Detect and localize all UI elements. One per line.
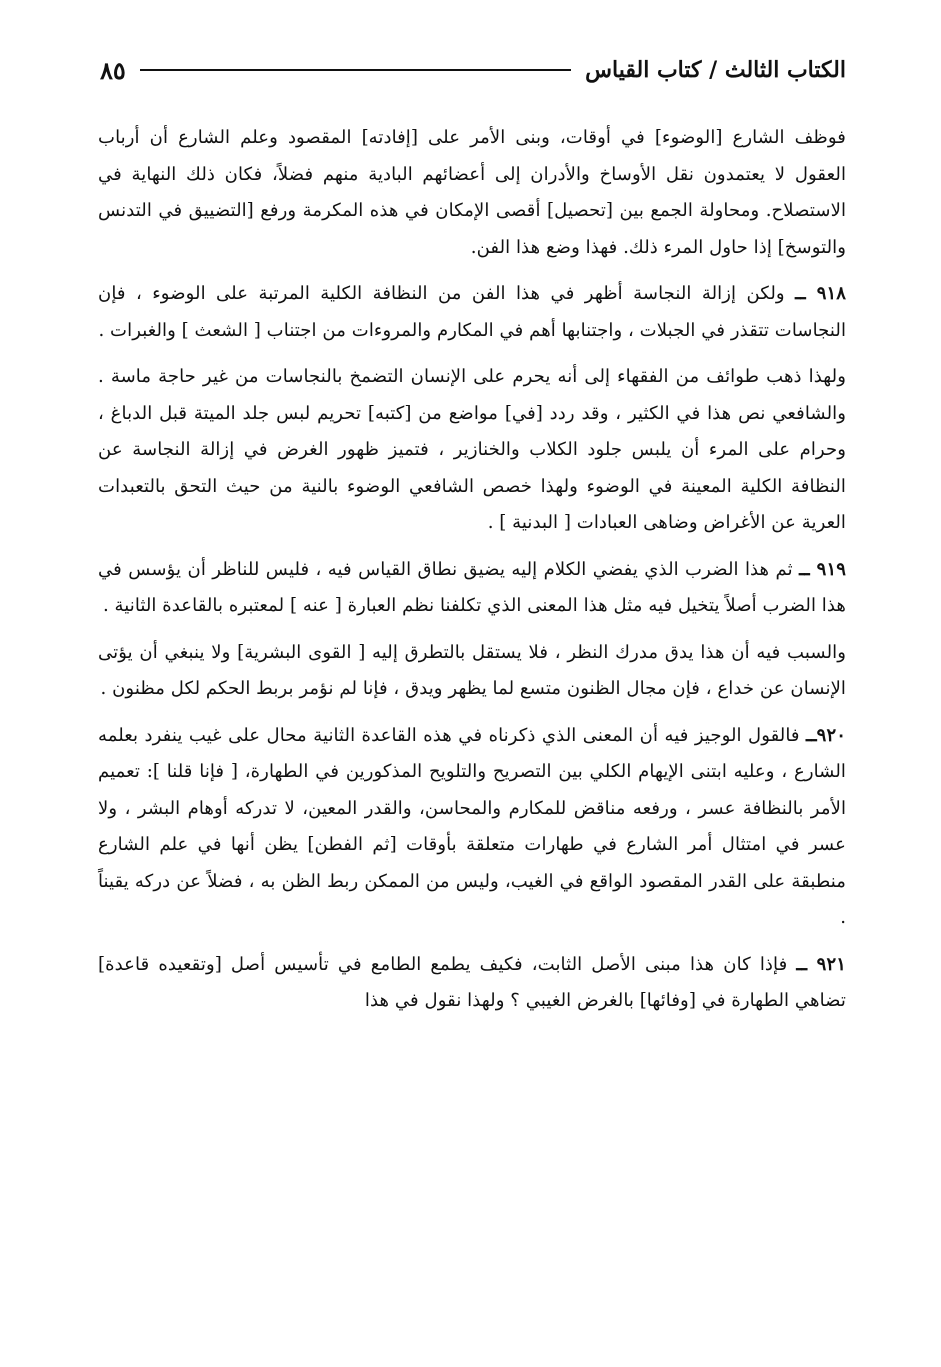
- paragraph-text: فإذا كان هذا مبنى الأصل الثابت، فكيف يطمع الطامع في تأسيس أصل [وتقعيده قاعدة] تضاهي الطهارة في [وفائها] بالغرض الغيبي ؟ ولهذا نقول في هذا: [98, 953, 846, 1011]
- paragraph-number: ٩١٨ ــ: [795, 283, 846, 304]
- running-title: الكتاب الثالث / كتاب القياس: [585, 57, 846, 83]
- paragraph-text: فالقول الوجيز فيه أن المعنى الذي ذكرناه في هذه القاعدة الثانية محال على غيب ينفرد بعلمه الشارع ، وعليه ابتنى الإيهام الكلي بين التصريح والتلويح المذكورين في الطهارة، [ فإنا قلنا ]: تعميم الأمر بالنظافة عسر ، ورفعه مناقض للمكارم والمحاسن، والقدر المعين، لا تدركه أوهام البشر ، ولا عسر في امتثال أمر الشارع في طهارات متعلقة بأوقات [ثم الفطن] يظن أنها في علم الشارع منطبقة على القدر المقصود الواقع في الغيب، وليس من الممكن ربط الظن به ، فضلاً عن دركه يقيناً .: [98, 724, 846, 928]
- paragraph-number: ٩٢١ ــ: [796, 953, 846, 975]
- paragraph: [98, 635, 846, 708]
- paragraph: [98, 359, 846, 542]
- paragraph-text: والسبب فيه أن هذا يدق مدرك النظر ، فلا يستقل بالتطرق إليه [ القوى البشرية] ولا ينبغي أن يؤتى الإنسان عن خداع ، فإن مجال الظنون متسع لما يظهر ويدق ، فإنا لم نؤمر بربط الحكم لكل مظنون .: [98, 641, 846, 699]
- header-rule: [140, 69, 571, 71]
- paragraph-number: ٩٢٠ــ: [806, 724, 846, 746]
- paragraph: [98, 276, 846, 349]
- paragraph-text: ولكن إزالة النجاسة أظهر في هذا الفن من النظافة الكلية المرتبة على الوضوء ، فإن النجاسات تتقذر في الجبلات ، واجتنابها أهم في المكارم والمروءات من اجتناب [ الشعث ] والغبرات .: [98, 283, 846, 341]
- paragraph-number: ٩١٩ ــ: [799, 558, 846, 580]
- paragraph-text: ثم هذا الضرب الذي يفضي الكلام إليه يضيق نطاق القياس فيه ، فليس للناظر أن يؤسس في هذا الضرب أصلاً يتخيل فيه مثل هذا المعنى الذي تكلفنا نظم العبارة [ عنه ] لمعتبره بالقاعدة الثانية .: [98, 558, 846, 616]
- page-number: ٨٥: [100, 55, 126, 85]
- paragraph-text: ولهذا ذهب طوائف من الفقهاء إلى أنه يحرم على الإنسان التضمخ بالنجاسات من غير حاجة ماسة . والشافعي نص هذا في الكثير ، وقد ردد [في] مواضع من [كتبه] تحريم لبس جلد الميتة قبل الدباغ ، وحرام على المرء أن يلبس جلود الكلاب والخنازير ، فتميز ظهور الغرض في إزالة النجاسة عن النظافة الكلية المعينة في الوضوء ولهذا خصص الشافعي الوضوء بالنية من حيث التحق بالتعبدات العرية عن الأغراض وضاهى العبادات [ البدنية ] .: [98, 366, 846, 533]
- paragraph: [98, 120, 846, 266]
- paragraph: [98, 552, 846, 625]
- paragraph-text: فوظف الشارع [الوضوء] في أوقات، وبنى الأمر على [إفادته] المقصود وعلم الشارع أن أرباب العقول لا يعتمدون نقل الأوساخ والأدران إلى أعضائهم البادية منهم فضلاً، فكان ذلك النهاية في الاستصلاح. ومحاولة الجمع بين [تحصيل] أقصى الإمكان في هذه المكرمة ورفع [التضييق في التدنس والتوسخ] إذا حاول المرء ذلك. فهذا وضع هذا الفن.: [98, 127, 846, 258]
- paragraph: [98, 947, 846, 1020]
- body-text: [98, 120, 846, 1030]
- page-header: [100, 48, 846, 92]
- paragraph: [98, 718, 846, 937]
